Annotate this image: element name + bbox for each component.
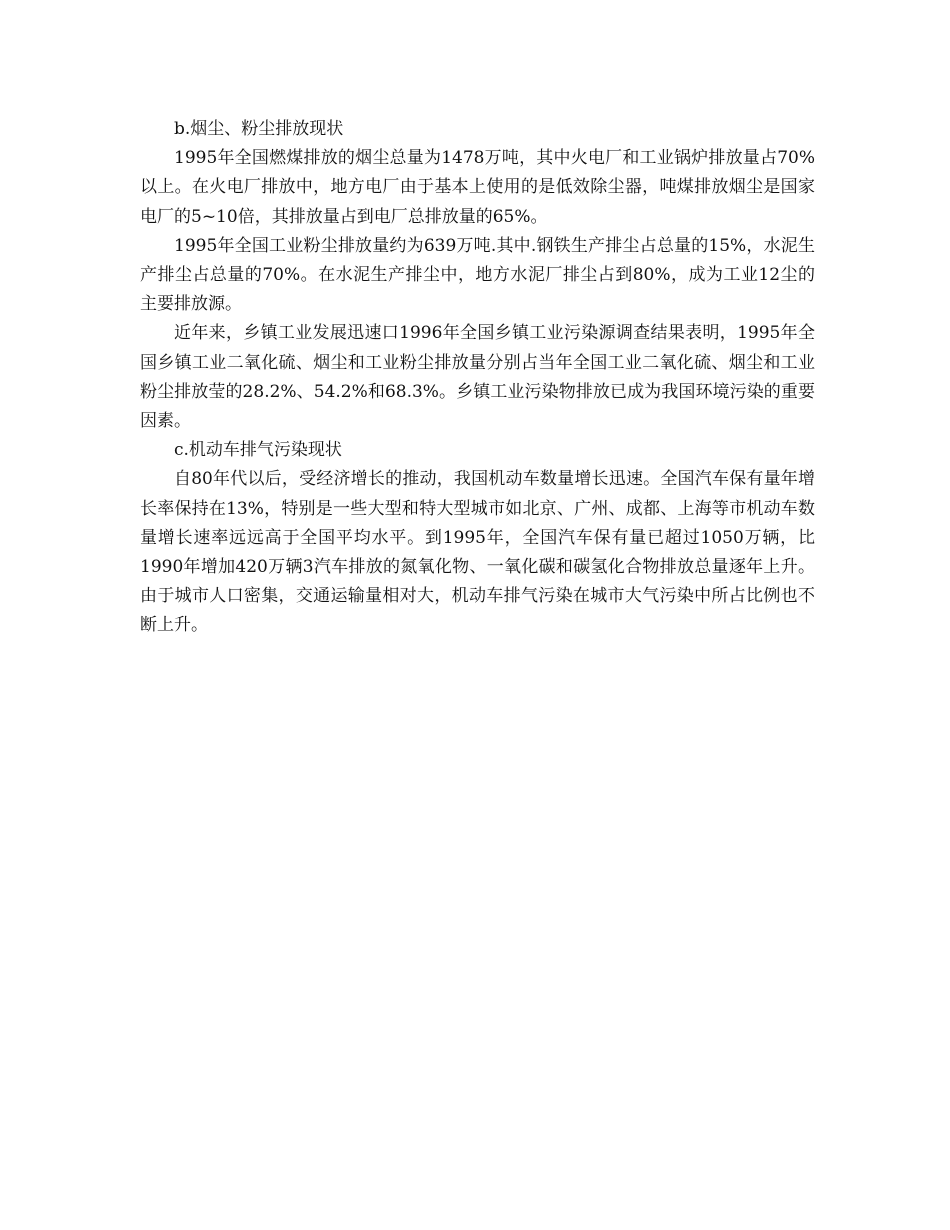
section-b-heading: b.烟尘、粉尘排放现状 [174,119,344,139]
document-page [140,115,815,641]
section-b-paragraph-2: 1995年全国工业粉尘排放量约为639万吨.其中.钢铁生产排尘占总量的15%，水泥生产排尘占总量的70%。在水泥生产排尘中，地方水泥厂排尘占到80%，成为工业12尘的主要排放源。 [140,235,815,315]
section-c-heading: c.机动车排气污染现状 [174,440,342,461]
section-b-paragraph-1: 1995年全国燃煤排放的烟尘总量为1478万吨，其中火电厂和工业锅炉排放量占70%以上。在火电厂排放中，地方电厂由于基本上使用的是低效除尘器，吨煤排放烟尘是国家电厂的5~10倍，其排放量占到电厂总排放量的65%。 [140,148,815,227]
section-b-paragraph-3: 近年来，乡镇工业发展迅速口1996年全国乡镇工业污染源调查结果表明，1995年全国乡镇工业二氧化硫、烟尘和工业粉尘排放量分别占当年全国工业二氧化硫、烟尘和工业粉尘排放莹的28.2%、54.2%和68.3%。乡镇工业污染物排放已成为我国环境污染的重要因素。 [140,323,815,432]
section-c-paragraph-1: 自80年代以后，受经济增长的推动，我国机动车数量增长迅速。全国汽车保有量年增长率保持在13%，特别是一些大型和特大型城市如北京、广州、成都、上海等市机动车数量增长速率远远高于全国平均水平。到1995年，全国汽车保有量已超过1050万辆，比1990年增加420万辆3汽车排放的氮氧化物、一氧化碳和碳氢化合物排放总量逐年上升。由于城市人口密集，交通运输量相对大，机动车排气污染在城市大气污染中所占比例也不断上升。 [140,469,815,636]
